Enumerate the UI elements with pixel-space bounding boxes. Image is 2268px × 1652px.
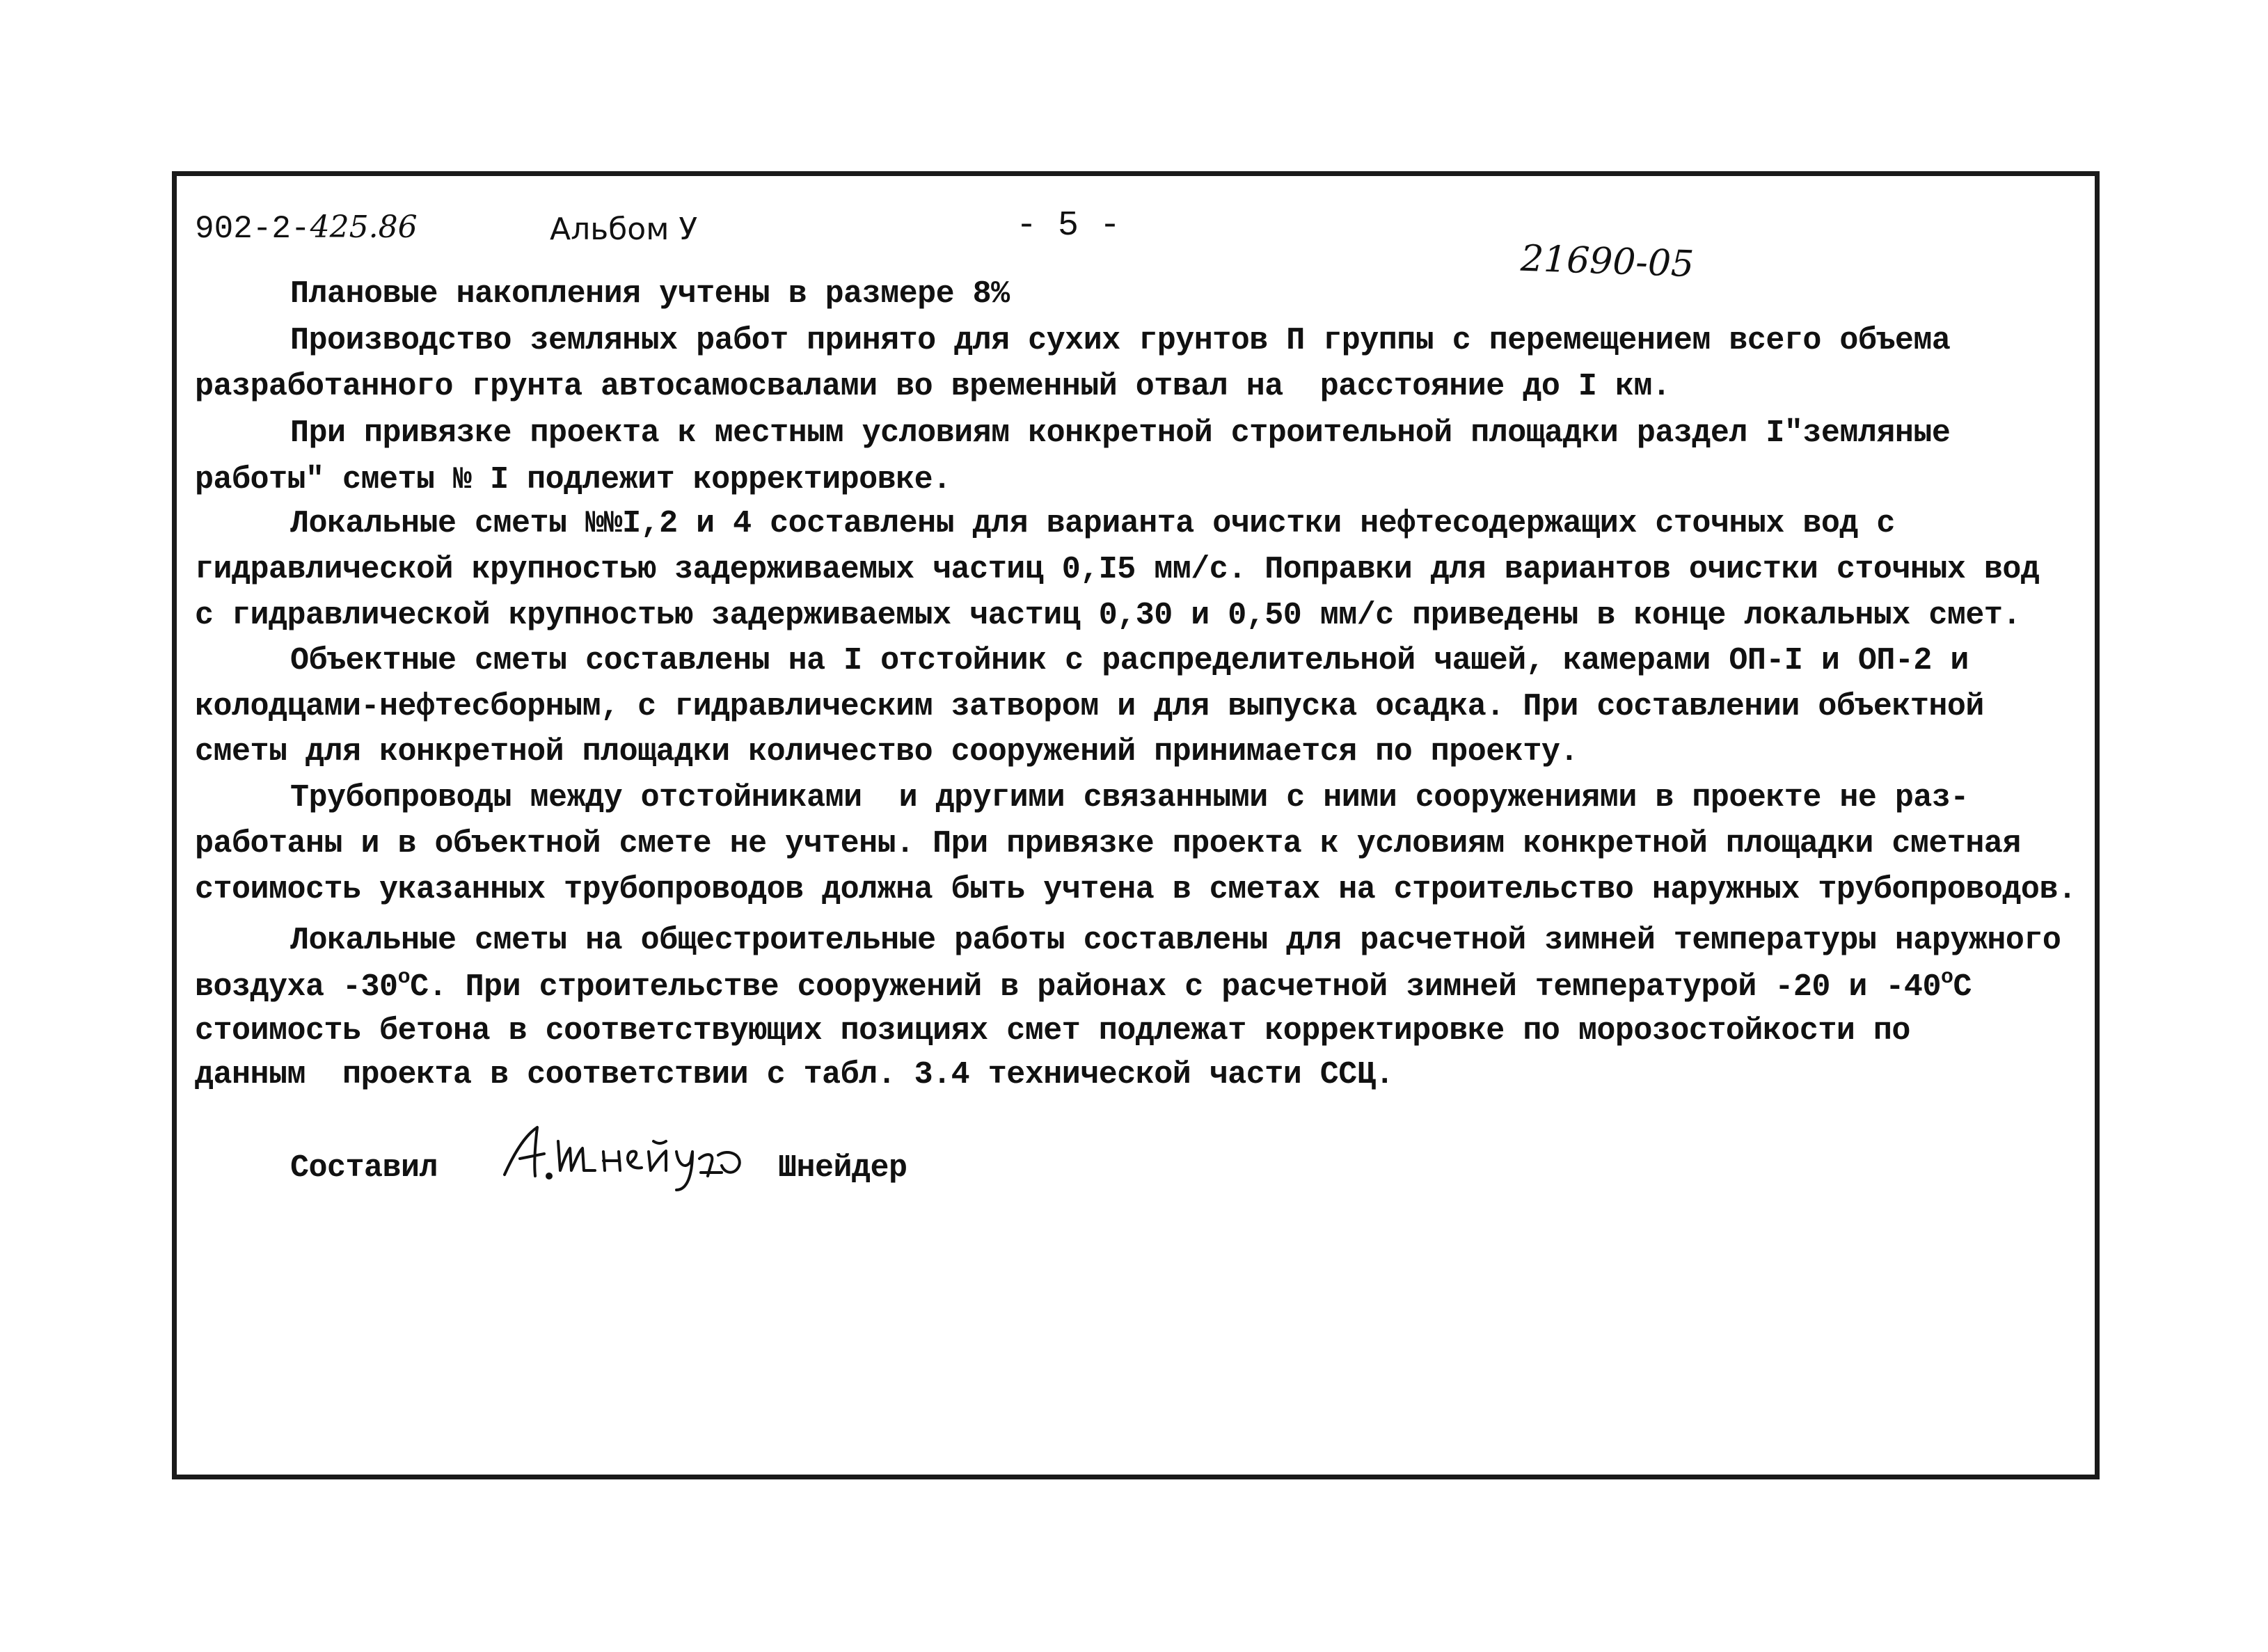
compiled-label: Составил	[290, 1150, 438, 1186]
body-line: с гидравлической крупностью задерживаемых частиц 0,30 и 0,50 мм/с приведены в конце локальных смет.	[195, 598, 2021, 633]
temp-text-2: С. При строительстве сооружений в районах с расчетной зимней температурой -20 и -40	[410, 969, 1941, 1005]
handwritten-signature	[499, 1120, 763, 1197]
body-line: сметы для конкретной площадки количество сооружений принимается по проекту.	[195, 734, 1578, 770]
page-number: - 5 -	[1016, 206, 1121, 246]
body-line: При привязке проекта к местным условиям конкретной строительной площадки раздел I"земляные	[290, 415, 1951, 451]
signature-graphic	[499, 1120, 763, 1197]
doc-code	[195, 209, 418, 247]
temp-text-1: воздуха -30	[195, 969, 398, 1005]
body-line: гидравлической крупностью задерживаемых частиц 0,I5 мм/с. Поправки для вариантов очистки сточных вод	[195, 552, 2040, 587]
stamp-number: 21690-05	[1520, 237, 1695, 286]
degree-mark: о	[397, 966, 411, 990]
body-line: Объектные сметы составлены на I отстойник с распределительной чашей, камерами ОП-I и ОП-2 и	[290, 643, 1969, 678]
body-line: работаны и в объектной смете не учтены. При привязке проекта к условиям конкретной площадки сметная	[195, 826, 2021, 861]
body-line: Плановые накопления учтены в размере 8%	[290, 276, 1010, 312]
compiled-name: Шнейдер	[778, 1150, 907, 1186]
body-line: колодцами-нефтесборным, с гидравлическим затвором и для выпуска осадка. При составлении объектной	[195, 689, 1984, 724]
doc-code-handwritten: 425.86	[310, 209, 418, 245]
body-line: стоимость бетона в соответствующих позициях смет подлежат корректировке по морозостойкости по	[195, 1013, 1910, 1049]
body-line: данным проекта в соответствии с табл. 3.4 технической части ССЦ.	[195, 1057, 1394, 1093]
document-frame	[172, 171, 2100, 1479]
body-line: разработанного грунта автосамосвалами во временный отвал на расстояние до I км.	[195, 369, 1671, 404]
body-line-temperature	[195, 966, 1972, 1005]
temp-text-3: С	[1953, 969, 1972, 1005]
body-line: работы" сметы № I подлежит корректировке.	[195, 462, 951, 498]
body-line: Производство земляных работ принято для сухих грунтов П группы с перемещением всего объема	[290, 323, 1951, 358]
doc-code-printed: 902-2-	[195, 211, 310, 247]
album-label: Альбом У	[550, 212, 698, 247]
degree-mark: о	[1940, 966, 1953, 990]
body-line: Локальные сметы №№I,2 и 4 составлены для варианта очистки нефтесодержащих сточных вод с	[290, 506, 1895, 541]
body-line: Трубопроводы между отстойниками и другими связанными с ними сооружениями в проекте не раз-	[290, 780, 1969, 816]
body-line: Локальные сметы на общестроительные работы составлены для расчетной зимней температуры наружного	[290, 923, 2061, 958]
body-line: стоимость указанных трубопроводов должна быть учтена в сметах на строительство наружных трубопроводов.	[195, 872, 2077, 907]
